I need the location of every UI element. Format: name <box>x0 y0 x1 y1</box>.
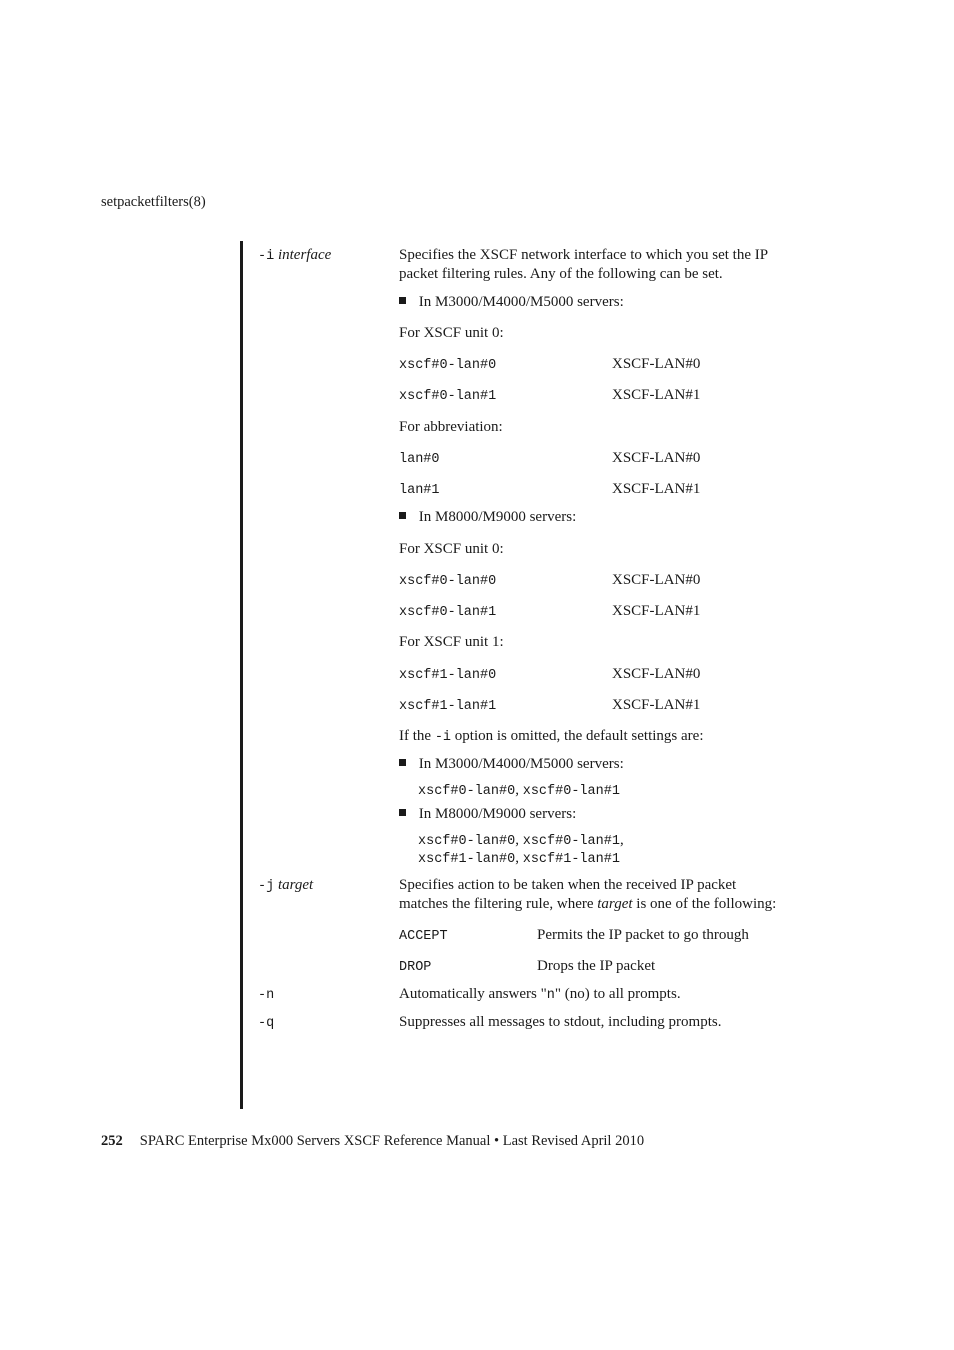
bullet-icon <box>399 759 406 766</box>
unit-label: For XSCF unit 0: <box>399 541 504 557</box>
option-flag: -i <box>258 249 275 264</box>
page-number: 252 <box>101 1133 123 1149</box>
target-code: DROP <box>399 960 432 975</box>
interface-name: XSCF-LAN#1 <box>612 603 701 619</box>
option-j-desc-line2: matches the filtering rule, where target is one of the following: <box>399 896 777 912</box>
interface-code: xscf#0-lan#1 <box>399 389 497 404</box>
interface-name: XSCF-LAN#0 <box>612 572 701 588</box>
interface-code: xscf#0-lan#0 <box>399 574 497 589</box>
interface-name: XSCF-LAN#0 <box>612 666 701 682</box>
interface-code: xscf#1-lan#1 <box>399 699 497 714</box>
bullet-icon <box>399 809 406 816</box>
default-settings-intro: If the -i option is omitted, the default settings are: <box>399 728 704 745</box>
bullet-item: In M3000/M4000/M5000 servers: <box>399 293 624 312</box>
interface-name: XSCF-LAN#0 <box>612 356 701 372</box>
unit-label: For XSCF unit 0: <box>399 325 504 341</box>
interface-code: xscf#0-lan#1 <box>399 605 497 620</box>
target-desc: Drops the IP packet <box>537 958 656 974</box>
bullet-icon <box>399 512 406 519</box>
interface-name: XSCF-LAN#1 <box>612 697 701 713</box>
option-arg: target <box>277 877 314 893</box>
option-n-desc: Automatically answers "n" (no) to all prompts. <box>399 986 681 1003</box>
bullet-icon <box>399 297 406 304</box>
interface-name: XSCF-LAN#0 <box>612 450 701 466</box>
footer-text: SPARC Enterprise Mx000 Servers XSCF Reference Manual • Last Revised April 2010 <box>139 1133 645 1149</box>
interface-name: XSCF-LAN#1 <box>612 481 701 497</box>
page-footer <box>101 1132 644 1151</box>
interface-code: xscf#0-lan#0 <box>399 358 497 373</box>
interface-name: XSCF-LAN#1 <box>612 387 701 403</box>
running-header: setpacketfilters(8) <box>101 194 206 210</box>
option-q-desc: Suppresses all messages to stdout, including prompts. <box>399 1014 722 1030</box>
option-i-desc-line2: packet filtering rules. Any of the following can be set. <box>399 266 723 282</box>
target-desc: Permits the IP packet to go through <box>537 927 749 943</box>
bullet-item: In M8000/M9000 servers: <box>399 805 576 824</box>
unit-label: For XSCF unit 1: <box>399 634 504 650</box>
change-bar <box>240 241 243 1109</box>
option-q-flag: -q <box>258 1016 275 1031</box>
default-interfaces: xscf#1-lan#0, xscf#1-lan#1 <box>418 850 620 867</box>
bullet-item: In M3000/M4000/M5000 servers: <box>399 755 624 774</box>
option-i-desc-line1: Specifies the XSCF network interface to which you set the IP <box>399 247 769 263</box>
option-j-term <box>258 876 313 896</box>
interface-code: xscf#1-lan#0 <box>399 668 497 683</box>
default-interfaces: xscf#0-lan#0, xscf#0-lan#1 <box>418 782 620 799</box>
option-arg: interface <box>277 247 332 263</box>
option-n-flag: -n <box>258 988 275 1003</box>
default-interfaces: xscf#0-lan#0, xscf#0-lan#1, <box>418 832 624 849</box>
option-i-term <box>258 246 331 266</box>
interface-code: lan#0 <box>399 452 440 467</box>
bullet-item: In M8000/M9000 servers: <box>399 508 576 527</box>
target-code: ACCEPT <box>399 929 448 944</box>
abbreviation-label: For abbreviation: <box>399 419 503 435</box>
option-j-desc-line1: Specifies action to be taken when the received IP packet <box>399 877 737 893</box>
interface-code: lan#1 <box>399 483 440 498</box>
option-flag: -j <box>258 879 275 894</box>
